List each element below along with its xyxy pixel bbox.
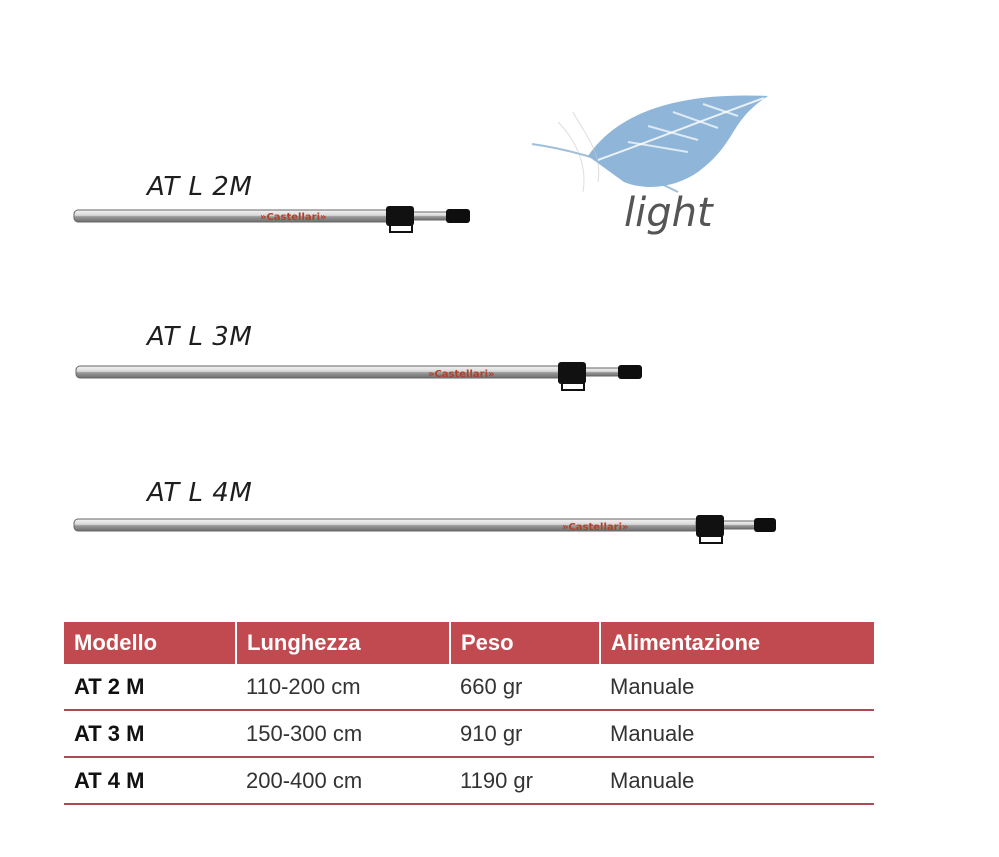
pole-label-4m: AT L 4M: [147, 478, 253, 508]
cell-length: 110-200 cm: [236, 664, 450, 710]
cell-model: AT 4 M: [64, 757, 236, 804]
cell-power: Manuale: [600, 757, 874, 804]
light-logo-word: light: [624, 190, 713, 236]
table-row: [64, 664, 874, 710]
cell-model: AT 3 M: [64, 710, 236, 757]
cell-length: 200-400 cm: [236, 757, 450, 804]
telescopic-pole-3m: [72, 356, 652, 396]
telescopic-pole-2m: [70, 200, 480, 240]
header-lunghezza: Lunghezza: [236, 622, 450, 664]
spec-table: [64, 622, 874, 805]
header-modello: Modello: [64, 622, 236, 664]
cell-weight: 910 gr: [450, 710, 600, 757]
brand-label: »Castellari»: [428, 369, 495, 380]
cell-power: Manuale: [600, 664, 874, 710]
table-header-row: [64, 622, 874, 664]
cell-model: AT 2 M: [64, 664, 236, 710]
pole-label-2m: AT L 2M: [147, 172, 253, 202]
brand-label: »Castellari»: [562, 522, 629, 533]
table-row: [64, 710, 874, 757]
cell-weight: 660 gr: [450, 664, 600, 710]
header-peso: Peso: [450, 622, 600, 664]
table-row: [64, 757, 874, 804]
telescopic-pole-4m: [70, 509, 786, 549]
cell-power: Manuale: [600, 710, 874, 757]
cell-weight: 1190 gr: [450, 757, 600, 804]
header-alimentazione: Alimentazione: [600, 622, 874, 664]
pole-label-3m: AT L 3M: [147, 322, 253, 352]
brand-label: »Castellari»: [260, 212, 327, 223]
cell-length: 150-300 cm: [236, 710, 450, 757]
